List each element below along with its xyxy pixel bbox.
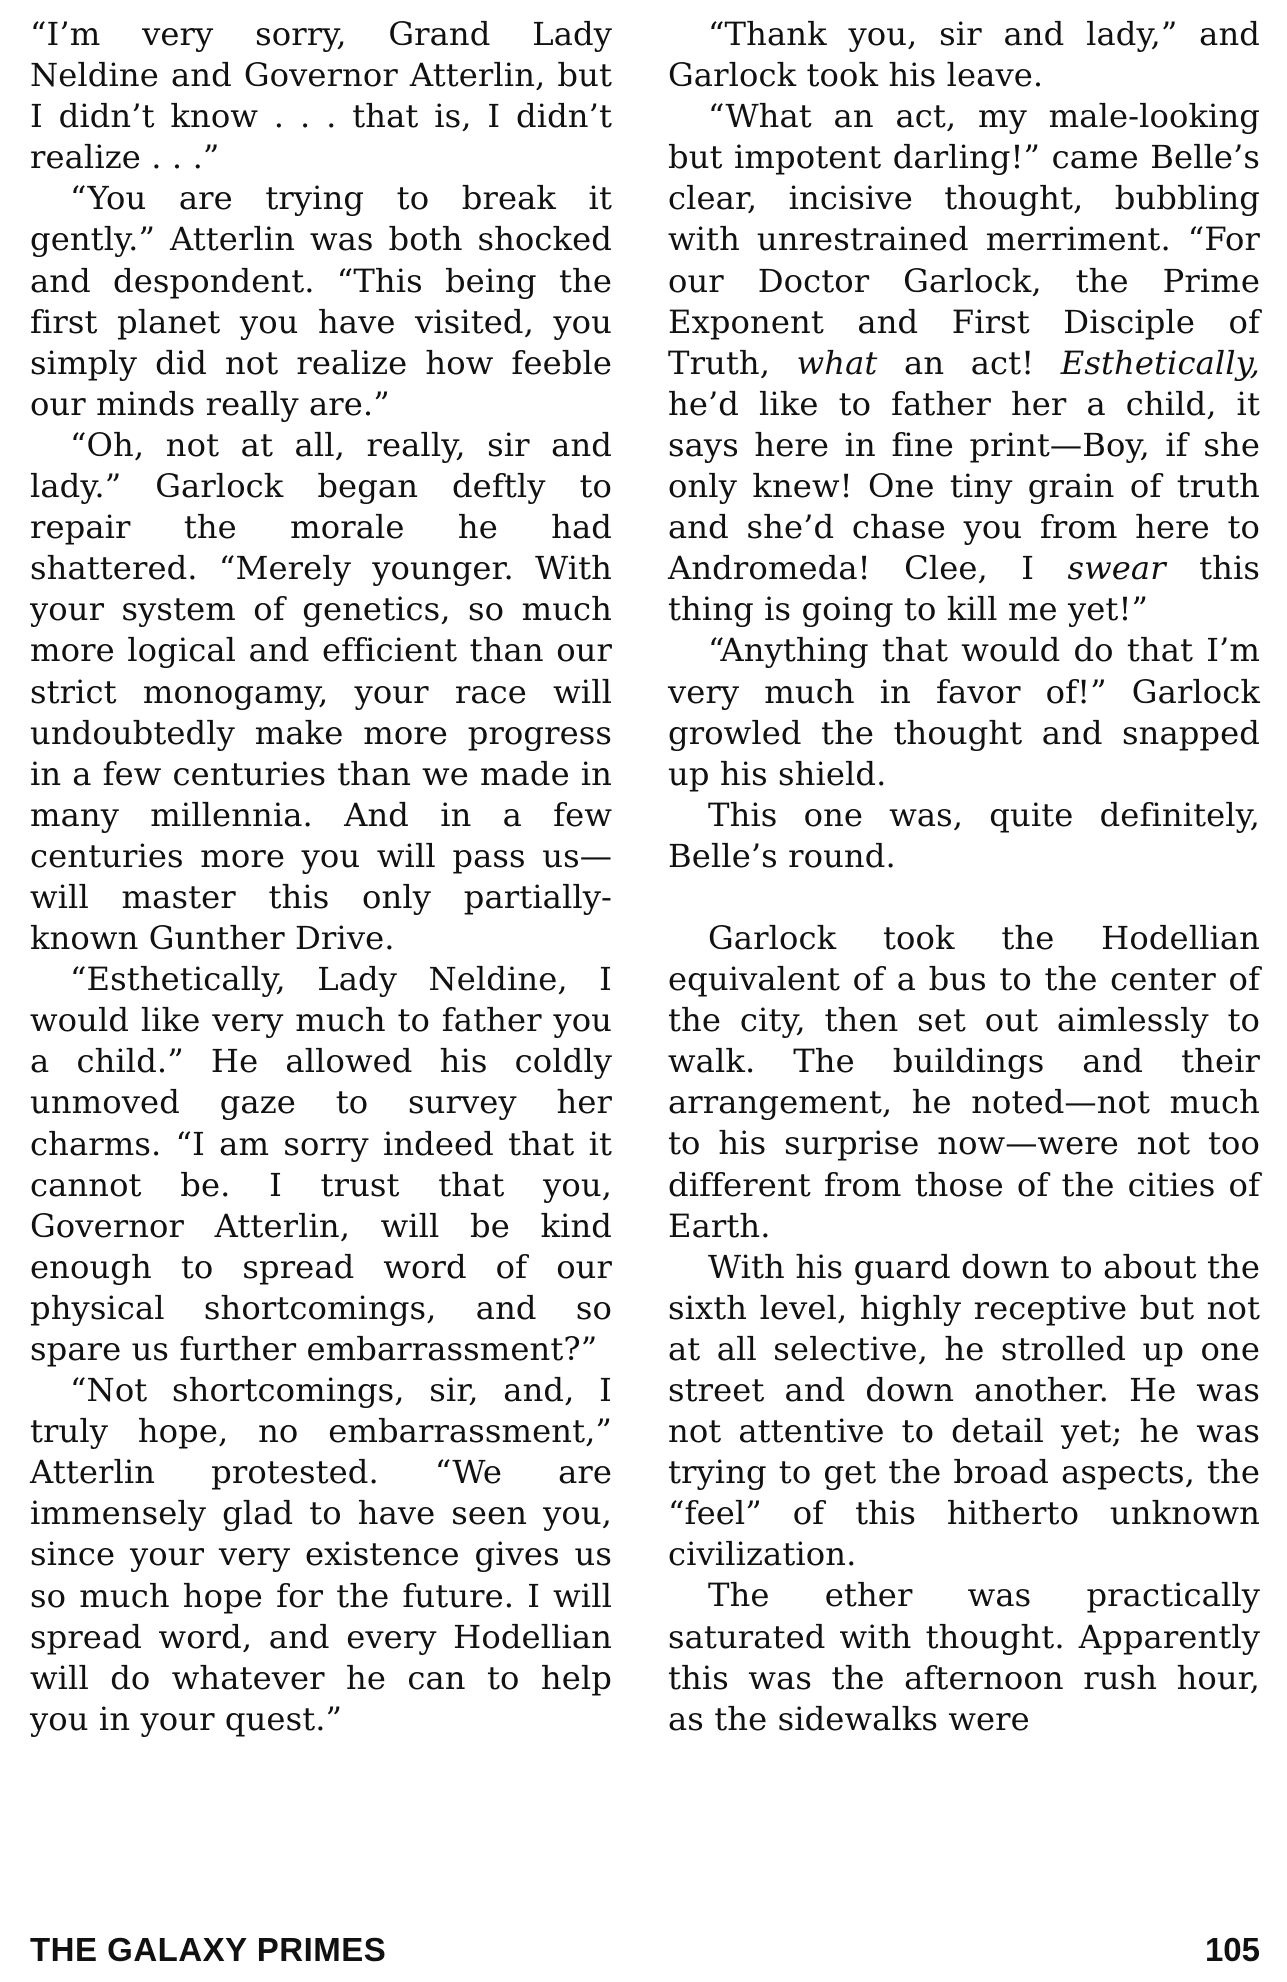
right-column (668, 14, 1260, 1740)
page-footer (30, 1928, 1260, 1972)
paragraph: “Anything that would do that I’m very much in favor of!” Garlock growled the thought and snapped up his shield. (668, 631, 1260, 793)
paragraph: The ether was practically saturated with thought. Apparently this was the afternoon rush hour, as the sidewalks were (668, 1576, 1260, 1738)
italic-text: what (796, 343, 878, 382)
paragraph: “Esthetically, Lady Neldine, I would like very much to father you a child.” He allowed his coldly unmoved gaze to survey her charms. “I am sorry indeed that it cannot be. I trust that you, Governor Atterlin, will be kind enough to spread word of our physical shortcomings, and so spare us further embarrassment?” (30, 960, 612, 1368)
text-run: “What an act, my male-looking but impotent darling!” came Belle’s clear, incisive thought, bubbling with unrestrained merriment. “For our Doctor Garlock, the Prime Exponent and First Disciple of Truth, (668, 97, 1260, 382)
paragraph: “Oh, not at all, really, sir and lady.” Garlock began deftly to repair the morale he had shattered. “Merely younger. With your system of genetics, so much more logical and efficient than our strict monogamy, your race will undoubtedly make more progress in a few centuries than we made in many millennia. And in a few centuries more you will pass us—will master this only partially-known Gunther Drive. (30, 425, 612, 958)
text-run: he’d like to father her a child, it says here in fine print—Boy, if she only knew! One tiny grain of truth and she’d chase you from here to Andromeda! Clee, I (668, 384, 1260, 588)
running-title: THE GALAXY PRIMES (30, 1931, 387, 1968)
paragraph: Garlock took the Hodellian equivalent of a bus to the center of the city, then set out aimlessly to walk. The buildings and their arrangement, he noted—not much to his surprise now—were not too different from those of the cities of Earth. (668, 918, 1260, 1245)
section-break (668, 877, 1260, 918)
left-column (30, 14, 612, 1740)
paragraph: “You are trying to break it gently.” Atterlin was both shocked and despondent. “This being the first planet you have visited, you simply did not realize how feeble our minds really are.” (30, 179, 612, 423)
italic-text: Esthetically, (1060, 343, 1260, 382)
paragraph: With his guard down to about the sixth level, highly receptive but not at all selective, he strolled up one street and down another. He was not attentive to detail yet; he was trying to get the broad aspects, the “feel” of this hitherto unknown civilization. (668, 1247, 1260, 1574)
text-run: this thing is going to kill me yet!” (668, 549, 1260, 629)
paragraph: “Not shortcomings, sir, and, I truly hope, no embarrassment,” Atterlin protested. “We are immensely glad to have seen you, since your very existence gives us so much hope for the future. I will spread word, and every Hodellian will do whatever he can to help you in your quest.” (30, 1371, 612, 1738)
text-run: an act! (877, 343, 1061, 382)
page-number: 105 (1204, 1931, 1260, 1968)
italic-text: swear (1067, 549, 1166, 588)
paragraph: “Thank you, sir and lady,” and Garlock took his leave. (668, 15, 1260, 95)
paragraph (668, 96, 1260, 630)
paragraph: “I’m very sorry, Grand Lady Neldine and Governor Atterlin, but I didn’t know . . . that is, I didn’t realize . . .” (30, 15, 612, 177)
paragraph: This one was, quite definitely, Belle’s round. (668, 795, 1260, 875)
